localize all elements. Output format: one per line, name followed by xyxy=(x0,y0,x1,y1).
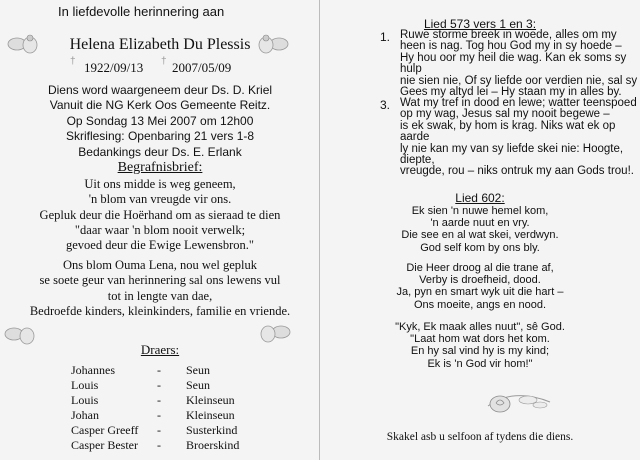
hymn-2-stanza-2 xyxy=(320,262,640,311)
eulogy-closing xyxy=(0,258,320,320)
deceased-name: Helena Elizabeth Du Plessis xyxy=(69,36,251,53)
verse-line: ly nie kan my van sy liefde skei nie: Hoogte, diepte, xyxy=(400,142,624,167)
bearer-name: Casper Bester xyxy=(71,438,138,452)
eulogy-line: gevoed deur die Ewige Lewensbron." xyxy=(65,238,255,253)
verse-line: heen is nag. Tog hou God my in sy hoede – xyxy=(400,40,622,53)
bearer-dash: - xyxy=(157,438,161,452)
stanza-line: En hy sal vind hy is my kind; xyxy=(410,345,550,358)
stanza-line: Ons moeite, angs en nood. xyxy=(413,298,547,311)
stanza-line: Ja, pyn en smart wyk uit die hart – xyxy=(396,286,564,299)
bearer-relation: Kleinseun xyxy=(186,393,235,407)
eulogy-line: Bedroefde kinders, kleinkinders, familie en vriende. xyxy=(29,304,291,319)
bearer-row xyxy=(0,408,320,423)
verse-line: vreugde, rou – niks ontruk my aan Gods trou!. xyxy=(400,165,634,178)
bearer-dash: - xyxy=(157,363,161,377)
bearer-relation: Broerskind xyxy=(186,438,240,452)
rose-icon xyxy=(484,384,554,418)
bearer-dash: - xyxy=(157,408,161,422)
hymn-1-title: Lied 573 vers 1 en 3: xyxy=(423,17,537,31)
bearer-row xyxy=(0,363,320,378)
cross-icon: † xyxy=(70,56,76,67)
death-date: 2007/05/09 xyxy=(172,60,232,75)
footer-note: Skakel asb u selfoon af tydens die diens. xyxy=(386,431,574,443)
bearer-row xyxy=(0,423,320,438)
bearer-dash: - xyxy=(157,378,161,392)
bearer-name: Johannes xyxy=(71,363,115,377)
verse-line: Gees my altyd lei – Hy staan my in alles by. xyxy=(400,86,622,99)
verse-line: op my wag, Jesus sal my nooit begewe – xyxy=(400,108,610,121)
bearer-dash: - xyxy=(157,423,161,437)
eulogy-line: tot in lengte van dae, xyxy=(107,288,213,303)
eulogy-text xyxy=(0,177,320,253)
verse-line: is ek swak, by hom is krag. Niks wat ek op aarde xyxy=(400,119,616,144)
stanza-line: "Laat hom wat dors het kom. xyxy=(410,333,550,346)
bearer-row xyxy=(0,438,320,453)
bearer-name: Johan xyxy=(71,408,99,422)
right-page xyxy=(320,0,640,460)
bearer-relation: Seun xyxy=(186,378,210,392)
service-line: Bedankings deur Ds. E. Erlank xyxy=(78,144,242,159)
eulogy-title: Begrafnisbrief: xyxy=(117,160,203,175)
bearer-dash: - xyxy=(157,393,161,407)
stanza-line: Ek is 'n God vir hom!" xyxy=(427,357,533,370)
eulogy-line: Gepluk deur die Hoërhand om as sieraad te dien xyxy=(39,207,281,222)
bearer-relation: Kleinseun xyxy=(186,408,235,422)
eulogy-line: se soete geur van herinnering sal ons lewens vul xyxy=(39,273,281,288)
intro-line: In liefdevolle herinnering aan xyxy=(58,4,225,19)
stanza-line: Die Heer droog al die trane af, xyxy=(406,262,554,274)
verse-line: nie sien nie, Of sy liefde oor verdien nie, sal sy xyxy=(400,74,638,87)
stanza-line: Verby is droefheid, dood. xyxy=(419,274,541,287)
hymn-2-stanza-3 xyxy=(320,321,640,370)
verse-1-text xyxy=(400,30,640,98)
stanza-line: "Kyk, Ek maak alles nuut", sê God. xyxy=(395,321,565,333)
service-line: Vanuit die NG Kerk Oos Gemeente Reitz. xyxy=(49,98,271,113)
bearers-title: Draers: xyxy=(140,342,180,357)
bearer-row xyxy=(0,393,320,408)
verse-line: Hy hou oor my heil die wag. Kan ek soms sy hulp xyxy=(400,51,627,76)
stanza-line: God self kom by ons bly. xyxy=(420,241,540,254)
service-line: Skriflesing: Openbaring 21 vers 1-8 xyxy=(65,129,255,144)
bearer-name: Louis xyxy=(71,378,99,392)
hymn-2-stanza-1 xyxy=(320,205,640,254)
stanza-line: Ek sien 'n nuwe hemel kom, xyxy=(411,205,549,217)
verse-line: Ruwe storme breek in woede, alles om my xyxy=(400,29,617,41)
eulogy-line: Ons blom Ouma Lena, nou wel gepluk xyxy=(62,258,258,272)
verse-number: 3. xyxy=(380,98,391,112)
bearer-relation: Seun xyxy=(186,363,210,377)
verse-number: 1. xyxy=(380,30,391,44)
service-line: Diens word waargeneem deur Ds. D. Kriel xyxy=(47,83,273,97)
eulogy-line: 'n blom van vreugde vir ons. xyxy=(88,192,232,207)
bearer-relation: Susterkind xyxy=(186,423,238,437)
verse-3-text xyxy=(400,98,640,178)
verse-line: Wat my tref in dood en lewe; watter teenspoed xyxy=(400,97,637,109)
bearer-name: Louis xyxy=(71,393,99,407)
eulogy-line: Uit ons midde is weg geneem, xyxy=(84,177,236,191)
birth-date: 1922/09/13 xyxy=(84,60,144,75)
eulogy-line: "daar waar 'n blom nooit verwelk; xyxy=(74,222,246,237)
hymn-2-title: Lied 602: xyxy=(455,191,505,205)
bearer-row xyxy=(0,378,320,393)
stanza-line: Die see en al wat skei, verdwyn. xyxy=(401,229,559,242)
cross-icon: † xyxy=(161,56,167,67)
service-details xyxy=(0,83,320,160)
service-line: Op Sondag 13 Mei 2007 om 12h00 xyxy=(66,113,254,128)
stanza-line: 'n aarde nuut en vry. xyxy=(430,217,530,230)
bearer-name: Casper Greeff xyxy=(71,423,139,437)
